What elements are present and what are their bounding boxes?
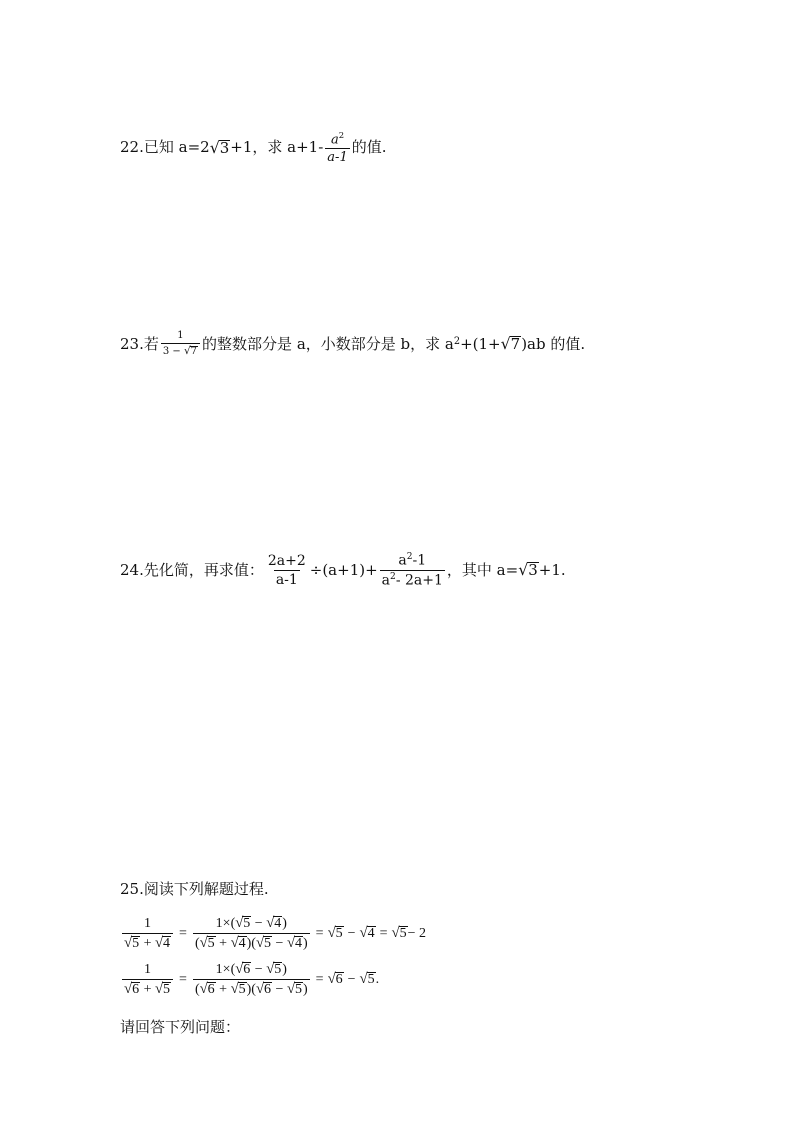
sqrt-expression: √ 3 bbox=[209, 137, 230, 157]
q23-prefix: 23.若 bbox=[120, 334, 159, 353]
q24-suffix: +1. bbox=[538, 560, 566, 579]
q24-mid: ，其中 a= bbox=[446, 560, 519, 579]
question-22 bbox=[120, 131, 387, 164]
fraction: $\frac{a^2-1}{a^2- 2a+1}$ bbox=[381, 552, 443, 589]
sqrt-expression: √ 3 bbox=[518, 560, 538, 580]
fraction: 1 √ 5 + √ 4 bbox=[122, 917, 173, 951]
q23-mid2: +(1+ bbox=[460, 334, 501, 353]
question-25-title: 25.阅读下列解题过程. bbox=[120, 880, 269, 898]
q23-mid: 的整数部分是 a，小数部分是 b，求 a bbox=[202, 334, 454, 353]
fraction: 1 3 − √ 7 bbox=[161, 331, 200, 357]
question-24 bbox=[120, 553, 566, 587]
equation-2: 1 √ 6 + √ 5 = 1×( √ 6 − √ 5 ) ( √ 6 + √ 5 )( √ 6 − √ 5 ) = √ 6 − √ 5 . bbox=[124, 961, 380, 997]
question-23 bbox=[120, 331, 585, 357]
fraction: $\frac{2a+2}{a-1}$ bbox=[267, 552, 306, 588]
fraction: $\frac{a^2}{a-1}$ bbox=[327, 130, 348, 166]
q22-suffix: 的值. bbox=[351, 138, 387, 157]
fraction: 1 √ 6 + √ 5 bbox=[122, 963, 173, 997]
fraction: 1×( √ 5 − √ 4 ) ( √ 5 + √ 4 )( √ 5 − √ 4 ) bbox=[194, 915, 308, 951]
q24-prefix: 24.先化简，再求值： bbox=[120, 560, 264, 579]
q23-suffix: )ab 的值. bbox=[521, 334, 586, 353]
equation-1: 1 √ 5 + √ 4 = 1×( √ 5 − √ 4 ) ( √ 5 + √ 4 )( √ 5 − √ 4 ) = √ 5 − √ 4 = √ 5 − 2 bbox=[124, 915, 426, 951]
fraction: 1×( √ 6 − √ 5 ) ( √ 6 + √ 5 )( √ 6 − √ 5 ) bbox=[194, 961, 308, 997]
question-25-prompt: 请回答下列问题： bbox=[120, 1018, 241, 1036]
q22-mid: +1，求 a+1- bbox=[230, 138, 324, 157]
sqrt-expression: √ 7 bbox=[500, 334, 521, 353]
q24-op1: ÷(a+1)+ bbox=[309, 560, 378, 579]
q22-prefix: 22.已知 a=2 bbox=[120, 138, 210, 157]
exponent: 2 bbox=[453, 336, 461, 347]
